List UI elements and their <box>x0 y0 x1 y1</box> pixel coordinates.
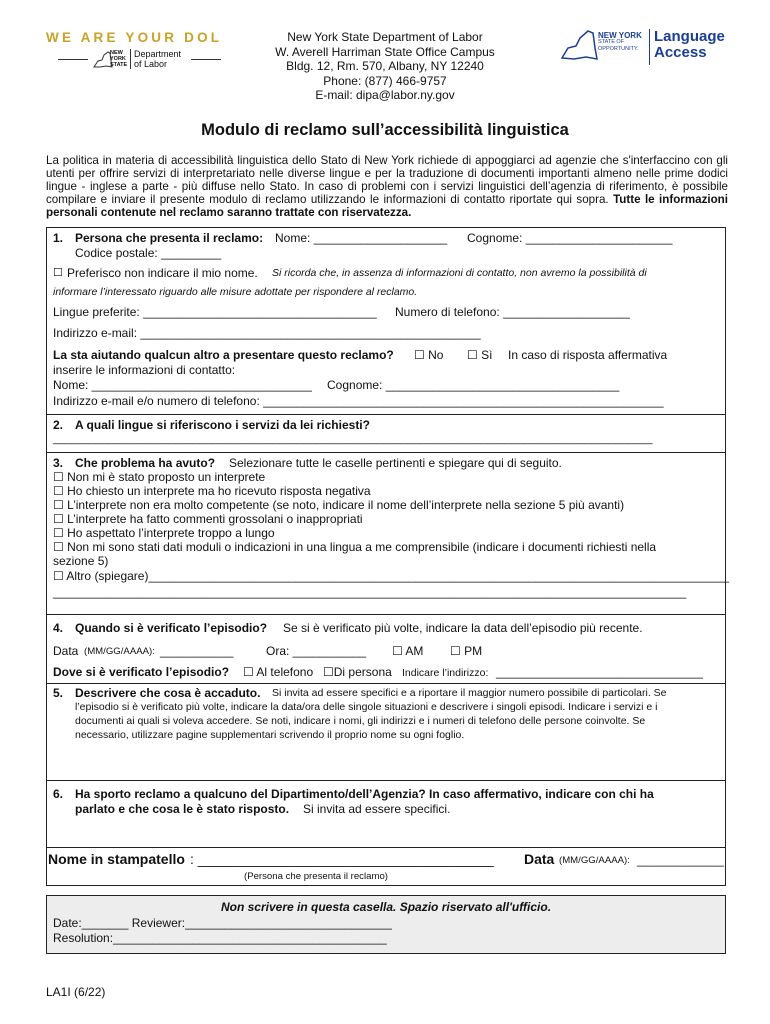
languages-requested-field[interactable]: __________________________________________________________________________________________________ <box>53 433 653 445</box>
problem-option-no-translated-forms-cont: sezione 5) <box>53 554 109 568</box>
page-title: Modulo di reclamo sull’accessibilità linguistica <box>201 121 569 139</box>
section-6-divider <box>46 780 726 781</box>
dol-name-line-2: of Labor <box>134 59 168 69</box>
section-4-number: 4. <box>53 621 64 635</box>
helping-no-checkbox[interactable]: ☐ No <box>414 348 444 362</box>
section-5-instructions-2: l’episodio si è verificato più volte, indicare la data/ora delle singole situazioni e descrivere i singoli episodi. Indicare i servizi e i <box>75 701 658 713</box>
section-3-instructions: Selezionare tutte le caselle pertinenti e spiegare qui di seguito. <box>229 456 562 470</box>
am-checkbox[interactable]: ☐ AM <box>392 644 424 658</box>
section-5-instructions-4: necessario, utilizzare pagine supplementari scrivendo il proprio nome su ogni foglio. <box>75 729 465 741</box>
la-name-line-1: Language <box>654 28 725 45</box>
problem-option-rude-comments[interactable]: ☐ L’interprete ha fatto commenti grossolani o inappropriati <box>53 512 363 526</box>
in-person-checkbox[interactable]: ☐Di persona <box>323 665 392 679</box>
prefer-anonymous-checkbox[interactable]: ☐ <box>53 267 63 279</box>
agency-address-2: Bldg. 12, Rm. 570, Albany, NY 12240 <box>286 59 484 74</box>
agency-email: E-mail: dipa@labor.ny.gov <box>315 88 455 103</box>
helper-first-name-field[interactable]: Nome: _________________________________ <box>53 378 312 392</box>
problem-explanation-line[interactable]: ___________________________________________________________________________________________________ <box>53 587 687 599</box>
problem-option-other[interactable]: ☐ Altro (spiegare)_______________________________________________________________________________________ <box>53 569 730 583</box>
section-6-instructions: Si invita ad essere specifici. <box>303 802 451 816</box>
address-label: Indicare l’indirizzo: <box>402 667 489 679</box>
intro-text: La politica in materia di accessibilità linguistica dello Stato di New York richiede di appoggiarci ad agenzie che s'interfaccino con gli utenti per offrire servizi di interpretariato nelle diverse lingue e per la traduzione di documenti importanti almeno nelle prime dodici lingue - inglese a parte - più diffuse nello Stato. In caso di problemi con i servizi linguistici dell’agenzia di riferimento, è possibile compilare e inviare il presente modulo di reclamo utilizzando le informazioni di contatto riportate qui sopra. <box>46 154 728 206</box>
section-2-number: 2. <box>53 418 64 432</box>
section-4-heading: Quando si è verificato l’episodio? <box>75 621 268 635</box>
signature-divider <box>46 847 726 848</box>
la-state-line-3: OPPORTUNITY. <box>598 46 639 52</box>
complainant-last-name-field[interactable]: Cognome: ______________________ <box>467 231 673 245</box>
incident-description-area[interactable] <box>75 746 715 776</box>
agency-phone: Phone: (877) 466-9757 <box>323 73 447 88</box>
agency-contact-block <box>200 30 570 103</box>
section-5-heading: Descrivere che cosa è accaduto. <box>75 686 261 700</box>
by-phone-checkbox[interactable]: ☐ Al telefono <box>243 665 314 679</box>
phone-number-field[interactable]: Numero di telefono: ___________________ <box>395 305 630 319</box>
pm-checkbox[interactable]: ☐ PM <box>450 644 483 658</box>
problem-option-no-interpreter[interactable]: ☐ Non mi è stato proposto un interprete <box>53 470 266 484</box>
incident-date-label: Data <box>53 644 79 658</box>
helping-yes-checkbox[interactable]: ☐ Sì <box>467 348 493 362</box>
section-3-divider <box>46 452 726 453</box>
agency-name: New York State Department of Labor <box>287 30 483 44</box>
print-name-field[interactable]: : ______________________________________ <box>190 851 494 867</box>
helper-last-name-field[interactable]: Cognome: ___________________________________ <box>327 378 620 392</box>
section-5-divider <box>46 683 726 684</box>
office-use-box <box>46 895 726 954</box>
language-access-logo <box>560 26 730 70</box>
incident-date-format: (MM/GG/AAAA): <box>84 646 155 657</box>
section-4-instructions: Se si è verificato più volte, indicare la data dell’episodio più recente. <box>283 621 643 635</box>
section-5-number: 5. <box>53 686 64 700</box>
anonymous-note-line-2: informare l’interessato riguardo alle misure adottate per rispondere al reclamo. <box>53 286 418 298</box>
dol-state-line-3: STATE <box>110 62 128 68</box>
section-2-divider <box>46 414 726 415</box>
la-state-line-1: NEW YORK <box>598 31 642 40</box>
enter-contact-info-label: inserire le informazioni di contatto: <box>53 363 236 377</box>
office-date-reviewer-field[interactable]: Date:_______ Reviewer:_______________________________ <box>53 916 392 930</box>
section-6-number: 6. <box>53 787 64 801</box>
section-5-instructions-1: Si invita ad essere specifici e a riportare il maggior numero possibile di particolari. Se <box>272 687 667 699</box>
la-state-line-2: STATE OF <box>598 39 625 45</box>
dol-tagline: WE ARE YOUR DOL <box>46 30 223 45</box>
office-use-title: Non scrivere in questa casella. Spazio riservato all'ufficio. <box>220 900 552 914</box>
la-name-line-2: Access <box>654 44 707 61</box>
email-field[interactable]: Indirizzo e-mail: ___________________________________________________ <box>53 326 481 340</box>
prefer-anonymous-label: Preferisco non indicare il mio nome. <box>67 266 258 280</box>
section-3-heading: Che problema ha avuto? <box>75 456 216 470</box>
anonymous-note-line-1: Si ricorda che, in assenza di informazioni di contatto, non avremo la possibilità di <box>272 267 647 279</box>
postal-code-field[interactable]: Codice postale: _________ <box>75 246 222 260</box>
preferred-languages-field[interactable]: Lingue preferite: ___________________________________ <box>53 305 377 319</box>
dol-name-line-1: Department <box>134 49 182 59</box>
complainant-first-name-field[interactable]: Nome: ____________________ <box>275 231 448 245</box>
intro-paragraph <box>46 155 728 220</box>
incident-date-field[interactable]: ___________ <box>160 644 234 658</box>
section-2-heading: A quali lingue si riferiscono i servizi da lei richiesti? <box>75 418 370 432</box>
section-3-number: 3. <box>53 456 64 470</box>
form-code: LA1I (6/22) <box>46 985 106 999</box>
section-1-heading: Persona che presenta il reclamo: <box>75 231 264 245</box>
signature-date-format: (MM/GG/AAAA): <box>559 855 630 866</box>
dol-logo <box>58 48 223 74</box>
signature-caption: (Persona che presenta il reclamo) <box>244 871 388 882</box>
problem-option-interpreter-incompetent[interactable]: ☐ L’interprete non era molto competente (se noto, indicare il nome dell’interprete nella sezione 5 più avanti) <box>53 498 625 512</box>
section-1-number: 1. <box>53 231 64 245</box>
signature-date-field[interactable]: _____________ <box>637 853 724 867</box>
incident-time-field[interactable]: Ora: ___________ <box>266 644 367 658</box>
intro-confidentiality: Tutte le informazioni personali contenute nel reclamo saranno trattate con riservatezza. <box>46 192 728 219</box>
signature-date-label: Data <box>524 851 555 867</box>
helping-someone-question: La sta aiutando qualcun altro a presentare questo reclamo? <box>53 348 394 362</box>
prior-complaint-area[interactable] <box>75 818 715 844</box>
incident-address-field[interactable]: _______________________________ <box>496 665 703 679</box>
dol-state-line-2: YORK <box>110 56 126 62</box>
helper-email-phone-field[interactable]: Indirizzo e-mail e/o numero di telefono: ____________________________________________________________ <box>53 394 664 408</box>
affirmative-note: In caso di risposta affermativa <box>508 348 668 362</box>
ny-state-map-icon <box>560 28 600 64</box>
section-5-instructions-3: documenti ai quali si voleva accedere. Se noti, indicare i nomi, gli indirizzi e i numeri di telefono delle persone coinvolte. Se <box>75 715 646 727</box>
section-6-heading-2: parlato e che cosa le è stato risposto. <box>75 802 290 816</box>
problem-option-interpreter-refused[interactable]: ☐ Ho chiesto un interprete ma ho ricevuto risposta negativa <box>53 484 371 498</box>
office-resolution-field[interactable]: Resolution:_________________________________________ <box>53 931 387 945</box>
problem-option-long-wait[interactable]: ☐ Ho aspettato l’interprete troppo a lungo <box>53 526 275 540</box>
incident-location-question: Dove si è verificato l’episodio? <box>53 665 230 679</box>
dol-state-line-1: NEW <box>110 50 123 56</box>
section-4-divider <box>46 614 726 615</box>
agency-address-1: W. Averell Harriman State Office Campus <box>275 44 495 59</box>
section-6-heading-1: Ha sporto reclamo a qualcuno del Dipartimento/dell’Agenzia? In caso affermativo, indicare con chi ha <box>75 787 654 801</box>
print-name-label: Nome in stampatello <box>48 851 185 867</box>
problem-option-no-translated-forms[interactable]: ☐ Non mi sono stati dati moduli o indicazioni in una lingua a me comprensibile (indicare i documenti richiesti nella <box>53 540 657 554</box>
